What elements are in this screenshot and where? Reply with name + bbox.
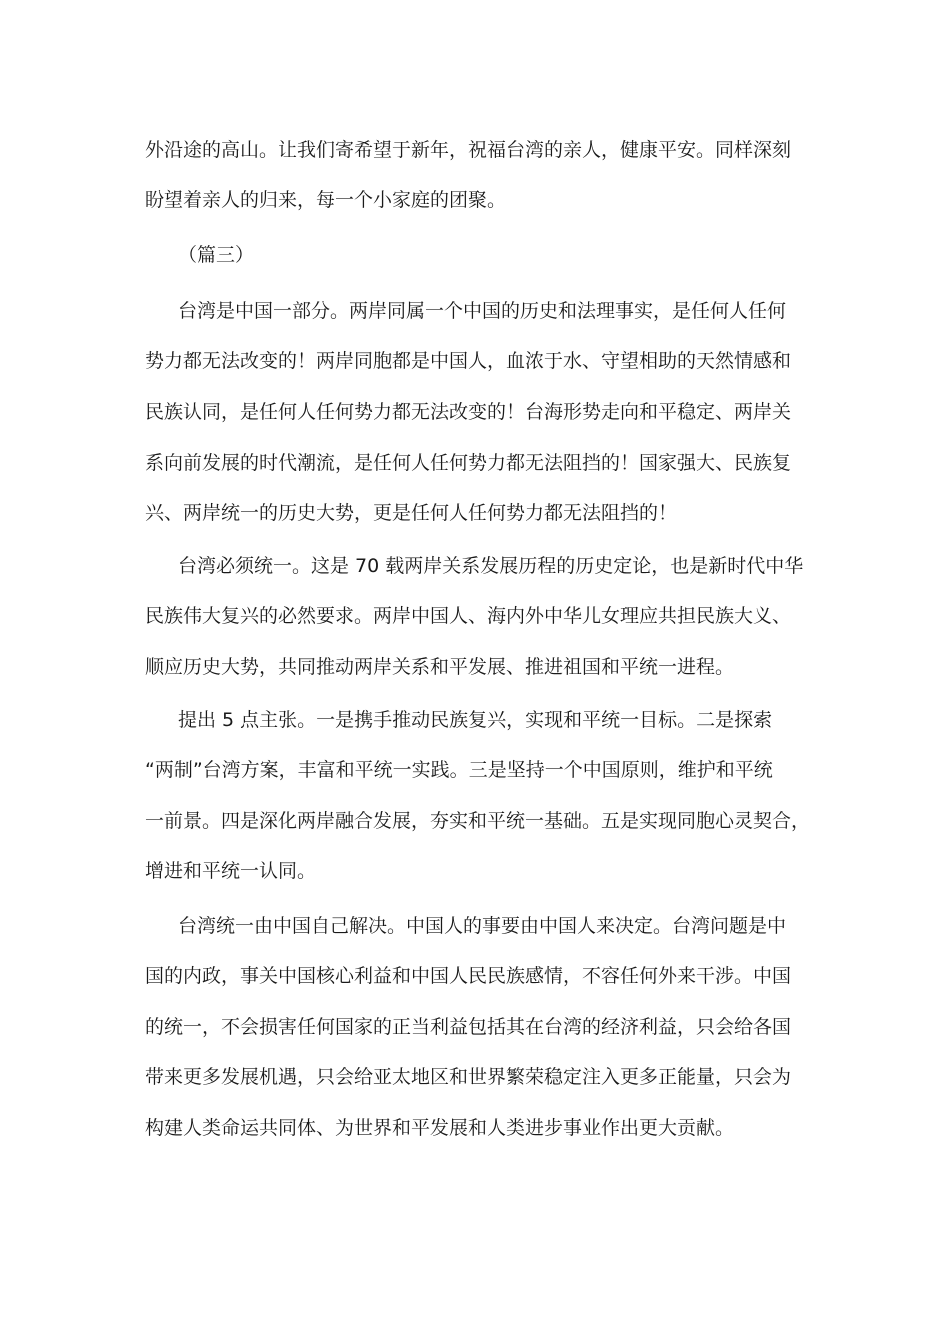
text-line: “两制”台湾方案，丰富和平统一实践。三是坚持一个中国原则，维护和平统 [145, 759, 773, 781]
text-line: 提出 5 点主张。一是携手推动民族复兴，实现和平统一目标。二是探索 [178, 709, 773, 731]
text-line: 构建人类命运共同体、为世界和平发展和人类进步事业作出更大贡献。 [145, 1117, 735, 1139]
text-line: 一前景。四是深化两岸融合发展，夯实和平统一基础。五是实现同胞心灵契合， [145, 810, 811, 832]
text-line: 兴、两岸统一的历史大势，更是任何人任何势力都无法阻挡的！ [145, 502, 678, 524]
text-line: 国的内政，事关中国核心利益和中国人民民族感情，不容任何外来干涉。中国 [145, 965, 792, 987]
text-line: 顺应历史大势，共同推动两岸关系和平发展、推进祖国和平统一进程。 [145, 656, 735, 678]
text-line: 带来更多发展机遇，只会给亚太地区和世界繁荣稳定注入更多正能量，只会为 [145, 1066, 792, 1088]
text-line: 的统一，不会损害任何国家的正当利益包括其在台湾的经济利益，只会给各国 [145, 1016, 792, 1038]
text-line: 增进和平统一认同。 [145, 860, 317, 882]
text-line: 台湾必须统一。这是 70 载两岸关系发展历程的历史定论，也是新时代中华 [178, 555, 804, 577]
text-line: 系向前发展的时代潮流，是任何人任何势力都无法阻挡的！国家强大、民族复 [145, 452, 792, 474]
section-heading: （篇三） [178, 244, 255, 266]
text-line: 民族伟大复兴的必然要求。两岸中国人、海内外中华儿女理应共担民族大义、 [145, 605, 792, 627]
text-line: 民族认同，是任何人任何势力都无法改变的！台海形势走向和平稳定、两岸关 [145, 401, 792, 423]
text-line: 外沿途的高山。让我们寄希望于新年，祝福台湾的亲人，健康平安。同样深刻 [145, 139, 792, 161]
text-line: 盼望着亲人的归来，每一个小家庭的团聚。 [145, 189, 507, 211]
text-line: 台湾是中国一部分。两岸同属一个中国的历史和法理事实，是任何人任何 [178, 300, 787, 322]
text-line: 台湾统一由中国自己解决。中国人的事要由中国人来决定。台湾问题是中 [178, 915, 787, 937]
text-line: 势力都无法改变的！两岸同胞都是中国人，血浓于水、守望相助的天然情感和 [145, 350, 792, 372]
